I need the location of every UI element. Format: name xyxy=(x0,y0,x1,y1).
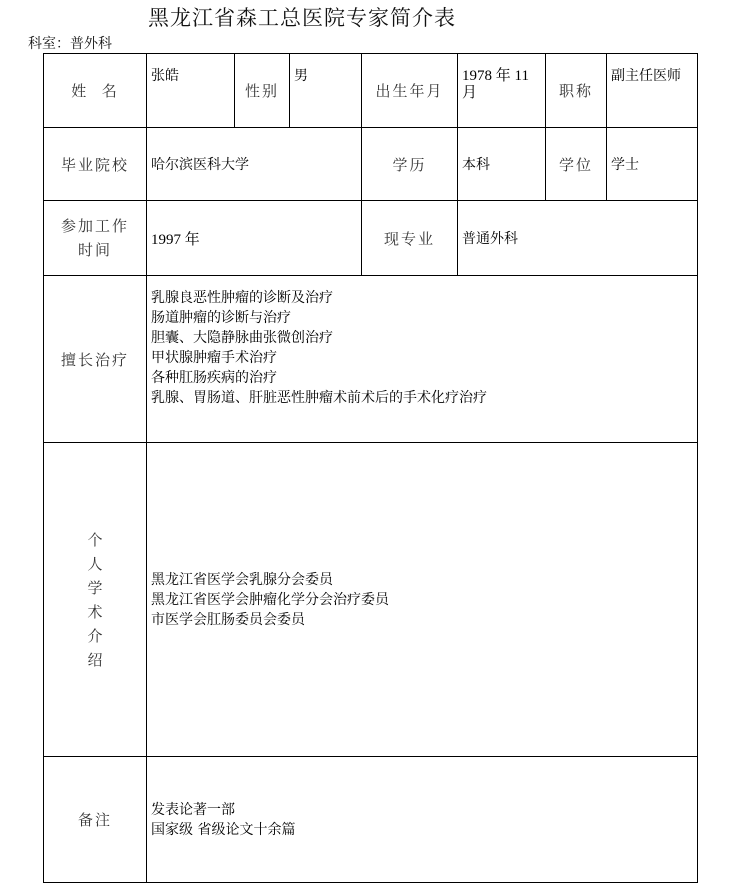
expertise-item: 甲状腺肿瘤手术治疗 xyxy=(151,350,277,366)
specialty-value: 普通外科 xyxy=(458,201,698,276)
department xyxy=(28,33,112,53)
expertise-list xyxy=(147,276,698,443)
work-start-value: 1997 年 xyxy=(147,201,362,276)
row-expertise xyxy=(44,276,698,443)
expertise-item: 乳腺良恶性肿瘤的诊断及治疗 xyxy=(151,290,333,306)
title-label: 职称 xyxy=(546,54,607,128)
academic-item: 市医学会肛肠委员会委员 xyxy=(151,611,305,628)
row-work xyxy=(44,201,698,276)
document-title: 黑龙江省森工总医院专家简介表 xyxy=(148,6,456,30)
school-label: 毕业院校 xyxy=(44,128,147,201)
name-label: 姓 名 xyxy=(44,54,147,128)
education-label: 学历 xyxy=(362,128,458,201)
row-education xyxy=(44,128,698,201)
row-academic xyxy=(44,443,698,757)
name-value: 张皓 xyxy=(147,54,235,128)
gender-label: 性别 xyxy=(235,54,290,128)
expertise-item: 乳腺、胃肠道、肝脏恶性肿瘤术前术后的手术化疗治疗 xyxy=(151,390,487,406)
title-value: 副主任医师 xyxy=(607,54,698,128)
academic-item: 黑龙江省医学会乳腺分会委员 xyxy=(151,571,333,588)
remarks-label: 备注 xyxy=(44,757,147,883)
academic-list xyxy=(147,443,698,757)
academic-label-cell xyxy=(44,443,147,757)
gender-value: 男 xyxy=(290,54,362,128)
academic-item: 黑龙江省医学会肿瘤化学分会治疗委员 xyxy=(151,591,389,608)
expertise-label: 擅长治疗 xyxy=(44,276,147,443)
remarks-item: 国家级 省级论文十余篇 xyxy=(151,821,296,838)
expertise-item: 各种肛肠疾病的治疗 xyxy=(151,370,277,386)
education-value: 本科 xyxy=(458,128,546,201)
row-remarks xyxy=(44,757,698,883)
department-value: 普外科 xyxy=(70,36,112,52)
remarks-item: 发表论著一部 xyxy=(151,801,235,818)
degree-value: 学士 xyxy=(607,128,698,201)
birth-value: 1978 年 11 月 xyxy=(458,54,546,128)
profile-table xyxy=(43,53,698,883)
remarks-list xyxy=(147,757,698,883)
school-value: 哈尔滨医科大学 xyxy=(147,128,362,201)
expertise-item: 胆囊、大隐静脉曲张微创治疗 xyxy=(151,330,333,346)
department-label: 科室： xyxy=(28,36,70,52)
row-basic xyxy=(44,54,698,128)
birth-label: 出生年月 xyxy=(362,54,458,128)
specialty-label: 现专业 xyxy=(362,201,458,276)
expertise-item: 肠道肿瘤的诊断与治疗 xyxy=(151,310,291,326)
degree-label: 学位 xyxy=(546,128,607,201)
academic-label: 个人学术介绍 xyxy=(87,530,103,669)
work-start-label: 参加工作时间 xyxy=(44,201,147,276)
